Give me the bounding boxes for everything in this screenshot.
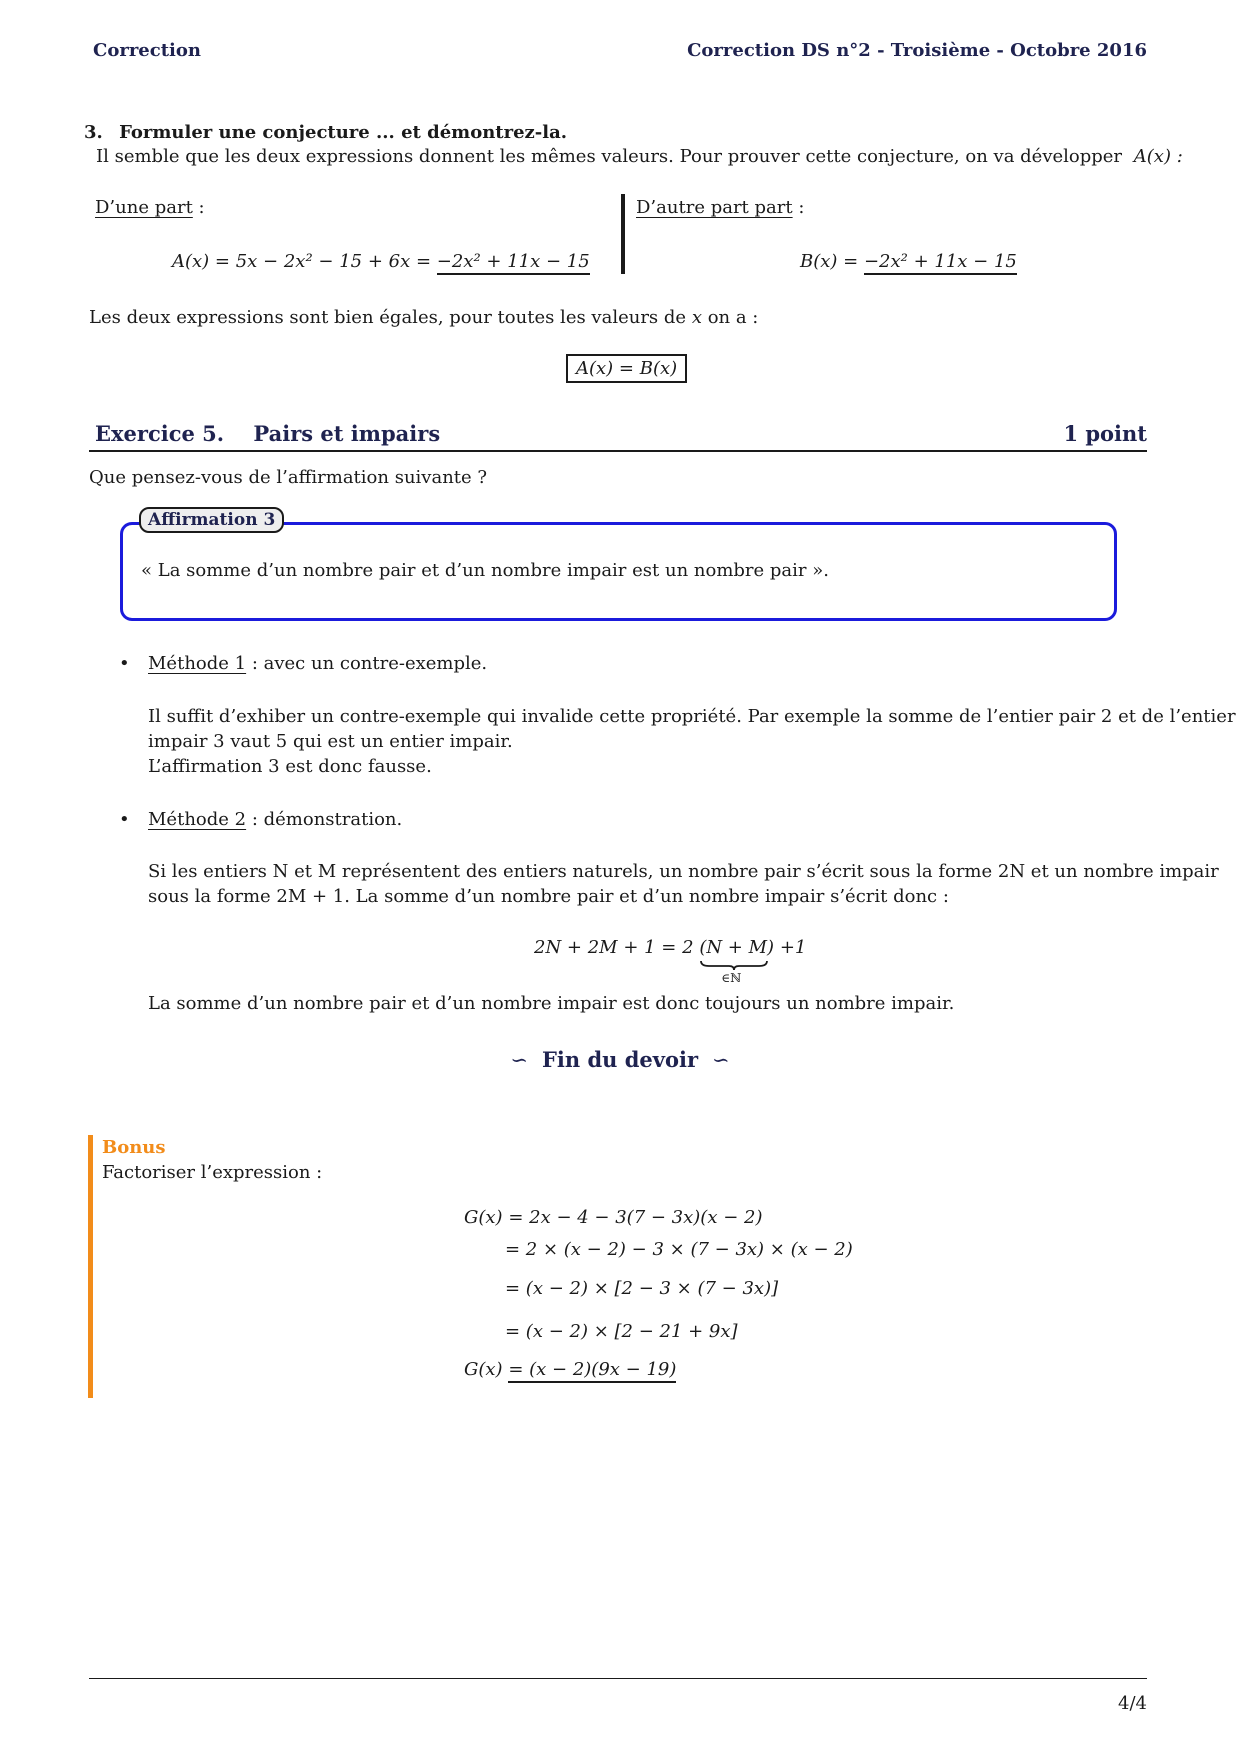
underbrace-icon	[699, 959, 769, 971]
method-2-equation	[534, 937, 807, 985]
left-column-label	[95, 197, 205, 218]
exercise-question: Que pensez-vous de l’affirmation suivante ?	[89, 467, 488, 488]
question-number: 3.	[84, 122, 103, 143]
right-equation-result: −2x² + 11x − 15	[864, 251, 1017, 275]
left-equation	[172, 251, 590, 272]
left-equation-result: −2x² + 11x − 15	[437, 251, 590, 275]
header-right: Correction DS n°2 - Troisième - Octobre 2016	[687, 40, 1147, 61]
method-1-label: Méthode 1	[148, 653, 247, 674]
method-2-after: : démonstration.	[246, 809, 403, 830]
exercise-points: 1 point	[1063, 421, 1147, 446]
question-title: Formuler une conjecture ... et démontrez-la.	[119, 122, 567, 143]
method-2-heading	[148, 809, 402, 830]
bonus-line-5	[464, 1359, 676, 1380]
right-label: D’autre part part	[636, 197, 793, 218]
equation-brace-content: (N + M)	[699, 937, 775, 958]
method-2-line-2: sous la forme 2M + 1. La somme d’un nombre pair et d’un nombre impair s’écrit donc :	[148, 886, 949, 907]
exercise-heading-rule	[89, 450, 1147, 452]
ornament-right-icon: ∽	[712, 1048, 730, 1072]
exercise-number: Exercice 5.	[95, 421, 225, 446]
right-equation	[800, 251, 1017, 272]
conclusion-variable: x	[691, 307, 702, 328]
method-2-label: Méthode 2	[148, 809, 247, 830]
method-1-after: : avec un contre-exemple.	[246, 653, 488, 674]
equation-braced-term	[699, 937, 775, 985]
bonus-line-rhs: = (x − 2)(9x − 19)	[508, 1359, 676, 1383]
intro-text: Il semble que les deux expressions donnent les mêmes valeurs. Pour prouver cette conjecture, on va développer	[96, 146, 1123, 167]
header-left: Correction	[93, 40, 201, 61]
right-equation-lhs: B(x) =	[800, 251, 859, 272]
left-equation-lhs: A(x) = 5x − 2x² − 15 + 6x =	[172, 251, 432, 272]
method-1-line-1: Il suffit d’exhiber un contre-exemple qui invalide cette propriété. Par exemple la somme de l’entier pair 2 et de l’entier	[148, 706, 1236, 727]
method-1-heading	[148, 653, 487, 674]
boxed-result: A(x) = B(x)	[566, 354, 687, 383]
right-colon: :	[792, 197, 805, 218]
bullet-icon: •	[119, 653, 130, 674]
method-2-conclusion: La somme d’un nombre pair et d’un nombre impair est donc toujours un nombre impair.	[148, 993, 955, 1014]
method-1-line-3: L’affirmation 3 est donc fausse.	[148, 756, 432, 777]
method-2-line-1: Si les entiers N et M représentent des entiers naturels, un nombre pair s’écrit sous la forme 2N et un nombre impair	[148, 861, 1219, 882]
exercise-subtitle: Pairs et impairs	[253, 421, 441, 446]
bonus-title: Bonus	[102, 1137, 166, 1158]
question-3-heading	[84, 122, 567, 143]
conclusion-line	[89, 307, 758, 328]
bonus-line-rhs: = 2x − 4 − 3(7 − 3x)(x − 2)	[508, 1207, 763, 1228]
conclusion-end: on a :	[707, 307, 759, 328]
method-1-line-2: impair 3 vaut 5 qui est un entier impair.	[148, 731, 513, 752]
intro-expression: A(x) :	[1133, 146, 1183, 167]
bullet-icon: •	[119, 809, 130, 830]
bonus-line-1	[464, 1207, 762, 1228]
page-number: 4/4	[1118, 1693, 1147, 1714]
right-column-label	[636, 197, 804, 218]
conclusion-text: Les deux expressions sont bien égales, pour toutes les valeurs de	[89, 307, 687, 328]
footer-rule	[89, 1678, 1147, 1679]
column-divider	[621, 194, 625, 274]
bonus-line-4: = (x − 2) × [2 − 21 + 9x]	[505, 1321, 738, 1342]
exercise-5-title	[95, 421, 440, 446]
ornament-left-icon: ∽	[510, 1048, 528, 1072]
bonus-line-lhs: G(x)	[464, 1207, 503, 1228]
bonus-accent-bar	[88, 1135, 93, 1398]
bonus-instruction: Factoriser l’expression :	[102, 1162, 323, 1183]
bonus-line-3: = (x − 2) × [2 − 3 × (7 − 3x)]	[505, 1278, 779, 1299]
left-label: D’une part	[95, 197, 193, 218]
bonus-line-2: = 2 × (x − 2) − 3 × (7 − 3x) × (x − 2)	[505, 1239, 853, 1260]
affirmation-label: Affirmation 3	[139, 507, 284, 533]
equation-right: +1	[779, 937, 807, 958]
equation-under-label: ∈ℕ	[721, 971, 742, 985]
end-of-test	[0, 1047, 1240, 1072]
left-colon: :	[192, 197, 205, 218]
affirmation-text: « La somme d’un nombre pair et d’un nombre impair est un nombre pair ».	[141, 560, 829, 581]
equation-left: 2N + 2M + 1 = 2	[534, 937, 694, 958]
question-3-intro	[96, 146, 1183, 167]
end-text: Fin du devoir	[541, 1047, 699, 1072]
bonus-line-lhs: G(x)	[464, 1359, 503, 1380]
